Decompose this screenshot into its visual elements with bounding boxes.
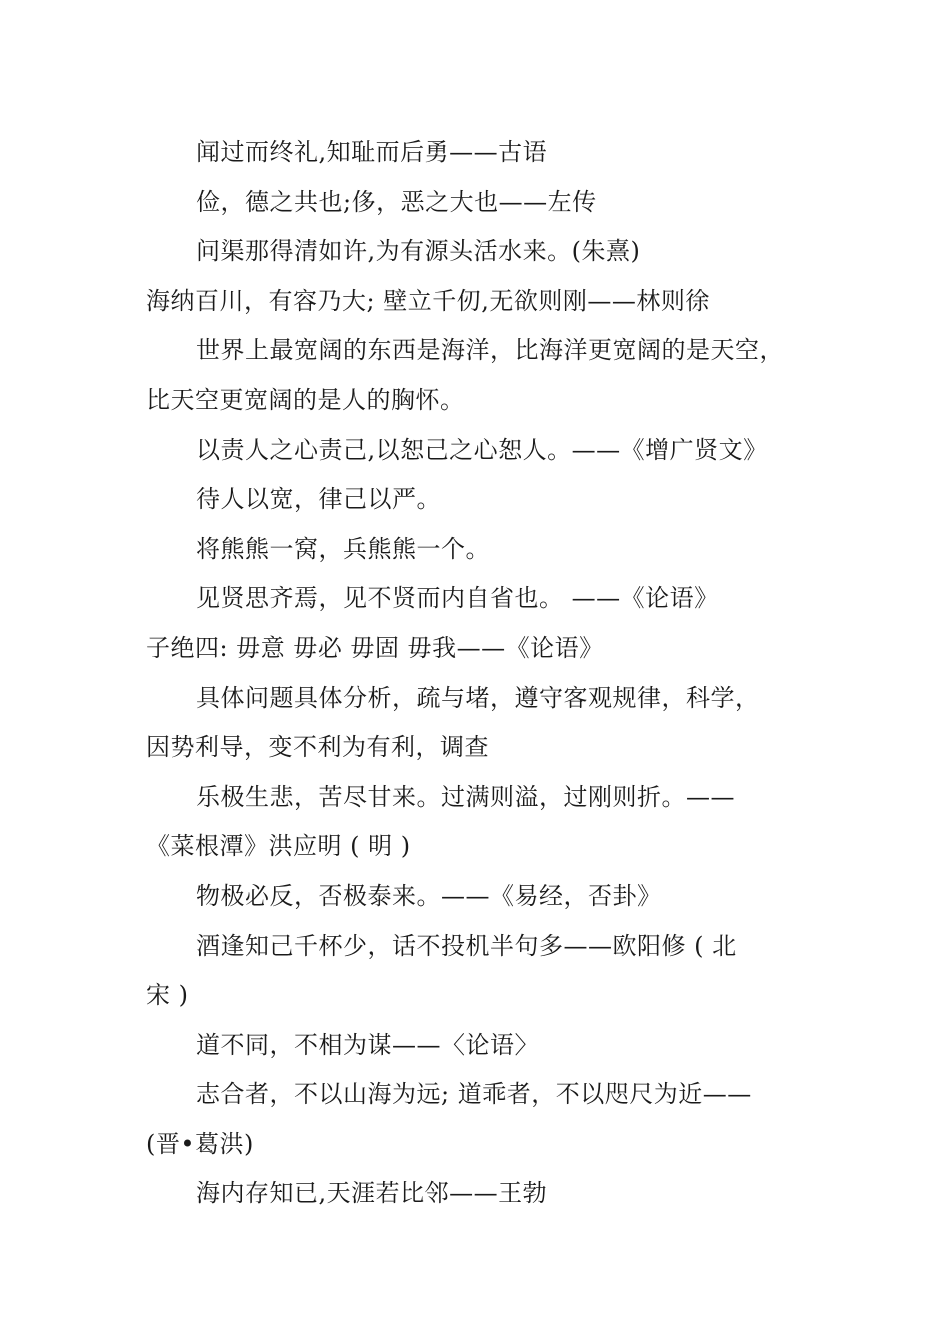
text-line: 闻过而终礼,知耻而后勇——古语 xyxy=(196,138,548,166)
text-line: 子绝四: 毋意 毋必 毋固 毋我——《论语》 xyxy=(146,633,604,662)
text-line: 待人以宽，律己以严。 xyxy=(196,485,441,514)
text-line: 世界上最宽阔的东西是海洋，比海洋更宽阔的是天空， xyxy=(196,336,784,365)
text-line: 因势利导，变不利为有利，调查 xyxy=(146,733,489,762)
text-line: 宋 ) xyxy=(146,981,189,1010)
text-line: 海内存知已,天涯若比邻——王勃 xyxy=(196,1179,548,1208)
text-line: 将熊熊一窝，兵熊熊一个。 xyxy=(196,534,490,563)
text-line: 海纳百川，有容乃大; 壁立千仞,无欲则刚——林则徐 xyxy=(146,286,710,315)
text-line: 物极必反，否极泰来。——《易经，否卦》 xyxy=(196,881,662,910)
text-line: 乐极生悲，苦尽甘来。过满则溢，过刚则折。—— xyxy=(196,782,735,811)
text-line: 以责人之心责己,以恕己之心恕人。——《增广贤文》 xyxy=(196,435,768,464)
text-line: 酒逢知己千杯少，话不投机半句多——欧阳修 ( 北 xyxy=(196,931,737,960)
text-line: (晋•葛洪) xyxy=(146,1129,254,1158)
text-line: 《菜根潭》洪应明 ( 明 ) xyxy=(146,832,411,861)
text-line: 志合者，不以山海为远; 道乖者，不以咫尺为近—— xyxy=(196,1080,752,1109)
text-line: 俭，德之共也;侈，恶之大也——左传 xyxy=(196,187,597,216)
text-line: 问渠那得清如许,为有源头活水来。(朱熹) xyxy=(196,237,641,266)
text-line: 见贤思齐焉，见不贤而内自省也。 ——《论语》 xyxy=(196,584,719,613)
document-body xyxy=(146,128,806,1219)
text-line: 道不同，不相为谋——〈论语〉 xyxy=(196,1030,539,1059)
text-line: 具体问题具体分析，疏与堵，遵守客观规律，科学， xyxy=(196,683,760,712)
text-line: 比天空更宽阔的是人的胸怀。 xyxy=(146,385,465,414)
